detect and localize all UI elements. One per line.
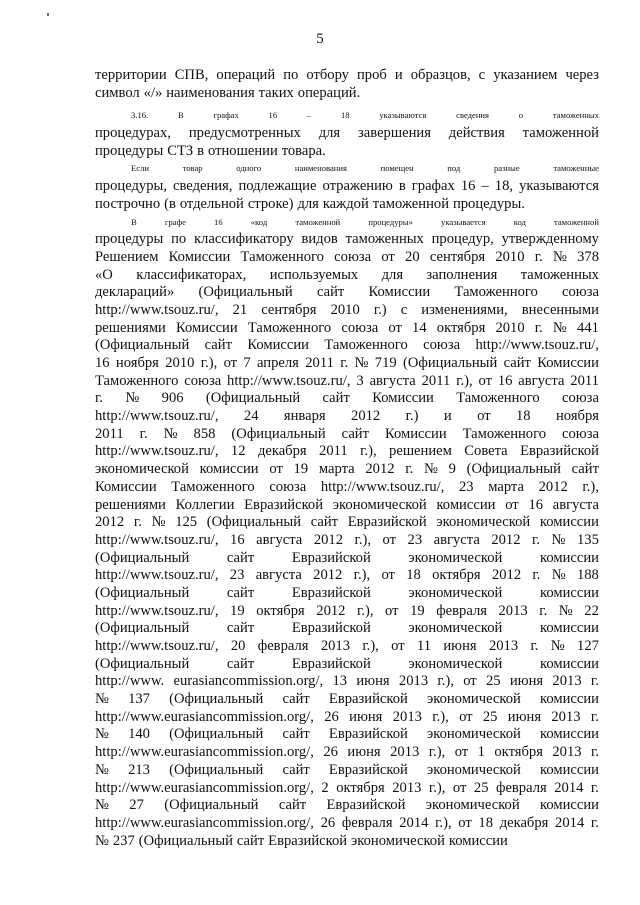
text-line: 3.16. В графах 16 – 18 указываются сведения о таможенных (131, 110, 599, 121)
text-line: процедуры, сведения, подлежащие отражению в графах 16 – 18, указываются (95, 178, 599, 195)
text-line: 2012 г. № 125 (Официальный сайт Евразийской экономической комиссии (95, 514, 599, 531)
text-line: http://www.eurasiancommission.org/, 26 июня 2013 г.), от 1 октября 2013 г. (95, 744, 599, 761)
paragraph-3-16 (95, 107, 599, 160)
text-line: Комиссии Таможенного союза http://www.tsouz.ru/, 23 марта 2012 г.), (95, 478, 599, 495)
text-line: процедуры по классификатору видов таможенных процедур, утвержденному (95, 231, 599, 248)
text-line: 2011 г. № 858 (Официальный сайт Комиссии Таможенного союза (95, 425, 599, 442)
text-line: деклараций» (Официальный сайт Комиссии Таможенного союза (95, 284, 599, 301)
text-line: http://www.tsouz.ru/, 21 сентября 2010 г.) с изменениями, внесенными (95, 301, 599, 318)
text-line: (Официальный сайт Евразийской экономической комиссии (95, 584, 599, 601)
text-line: (Официальный сайт Евразийской экономической комиссии (95, 655, 599, 672)
text-line: «О классификаторах, используемых для заполнения таможенных (95, 266, 599, 283)
text-line: http://www.eurasiancommission.org/, 2 октября 2013 г.), от 25 февраля 2014 г. (95, 779, 599, 796)
text-line: http://www.eurasiancommission.org/, 26 февраля 2014 г.), от 18 декабря 2014 г. (95, 814, 599, 831)
text-line: (Официальный сайт Евразийской экономической комиссии (95, 549, 599, 566)
text-line: http://www.tsouz.ru/, 24 января 2012 г.) и от 18 ноября (95, 408, 599, 425)
scan-speck (47, 13, 49, 16)
text-line: процедурах, предусмотренных для завершения действия таможенной (95, 125, 599, 142)
text-line: Если товар одного наименования помещен под разные таможенные (131, 163, 599, 174)
text-line: Таможенного союза http://www.tsouz.ru/, 3 августа 2011 г.), от 16 августа 2011 (95, 372, 599, 389)
text-line: http://www.tsouz.ru/, 16 августа 2012 г.), от 23 августа 2012 г. № 135 (95, 531, 599, 548)
text-line: (Официальный сайт Евразийской экономической комиссии (95, 620, 599, 637)
text-line: 16 ноября 2010 г.), от 7 апреля 2011 г. № 719 (Официальный сайт Комиссии (95, 355, 599, 371)
paragraph-multiple-procedures (95, 160, 599, 213)
paragraph-continuation (95, 67, 599, 102)
text-line: экономической комиссии от 19 марта 2012 г. № 9 (Официальный сайт (95, 461, 599, 478)
text-line: http://www.tsouz.ru/, 19 октября 2012 г.), от 19 февраля 2013 г. № 22 (95, 602, 599, 619)
text-line: http://www. eurasiancommission.org/, 13 июня 2013 г.), от 25 июня 2013 г. (95, 673, 599, 690)
paragraph-column-16 (95, 214, 599, 851)
text-line: № 213 (Официальный сайт Евразийской экономической комиссии (95, 761, 599, 778)
document-body (95, 67, 599, 850)
text-line: № 27 (Официальный сайт Евразийской экономической комиссии (95, 797, 599, 814)
text-line: № 237 (Официальный сайт Евразийской экономической комиссии (95, 832, 508, 849)
text-line: построчно (в отдельной строке) для каждой таможенной процедуры. (95, 195, 525, 212)
text-line: В графе 16 «код таможенной процедуры» указывается код таможенной (131, 216, 599, 227)
text-line: территории СПВ, операций по отбору проб и образцов, с указанием через (95, 67, 599, 83)
text-line: http://www.tsouz.ru/, 20 февраля 2013 г.), от 11 июня 2013 г. № 127 (95, 638, 599, 654)
text-line: решениями Комиссии Таможенного союза от 14 октября 2010 г. № 441 (95, 319, 599, 336)
text-line: символ «/» наименования таких операций. (95, 84, 361, 101)
text-line: решениями Коллегии Евразийской экономической комиссии от 16 августа (95, 496, 599, 513)
text-line: процедуры СТЗ в отношении товара. (95, 142, 326, 159)
text-line: Решением Комиссии Таможенного союза от 20 сентября 2010 г. № 378 (95, 248, 599, 265)
text-line: http://www.tsouz.ru/, 12 декабря 2011 г.), решением Совета Евразийской (95, 443, 599, 460)
text-line: http://www.tsouz.ru/, 23 августа 2012 г.), от 18 октября 2012 г. № 188 (95, 567, 599, 584)
text-line: № 140 (Официальный сайт Евразийской экономической комиссии (95, 726, 599, 743)
text-line: http://www.eurasiancommission.org/, 26 июня 2013 г.), от 25 июня 2013 г. (95, 708, 599, 725)
text-line: г. № 906 (Официальный сайт Комиссии Таможенного союза (95, 390, 599, 407)
text-line: № 137 (Официальный сайт Евразийской экономической комиссии (95, 691, 599, 708)
text-line: (Официальный сайт Комиссии Таможенного союза http://www.tsouz.ru/, (95, 337, 599, 354)
page-number: 5 (316, 31, 324, 47)
